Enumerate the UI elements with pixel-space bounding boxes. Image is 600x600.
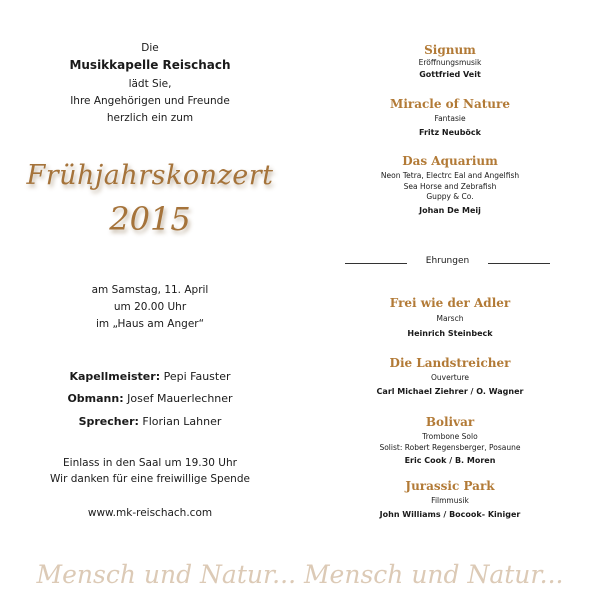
people-list [0,367,300,432]
program-item [300,153,600,217]
piece-description: Solist: Robert Regensberger, Posaune [379,442,521,452]
piece-description: Ouverture [430,373,470,382]
piece-composer: Heinrich Steinbeck [407,328,493,338]
piece-title: Das Aquarium [402,154,498,168]
person-name: Florian Lahner [142,415,222,428]
piece-composer: Eric Cook / B. Moren [404,456,496,465]
piece-description: Guppy & Co. [426,192,474,201]
donation-line: Wir danken für eine freiwillige Spende [50,473,250,485]
program-item [300,355,600,398]
piece-description: Neon Tetra, Electrc Eal and Angelfish [380,171,520,180]
divider-label: Ehrungen [425,256,470,266]
divider-line [488,263,550,264]
piece-description: Trombone Solo [422,432,478,441]
program-item [300,414,600,467]
invitation-line-guests: Ihre Angehörigen und Freunde [70,95,230,107]
piece-description: Filmmusik [431,496,469,505]
piece-composer: Gottfried Veit [419,69,481,79]
person-name: Pepi Fauster [163,370,231,383]
invitation-line-herzlich: herzlich ein zum [106,112,194,124]
person-name: Josef Mauerlechner [127,392,233,405]
piece-title: Bolivar [425,415,475,429]
program-item [300,478,600,521]
person-obmann [0,389,300,409]
role-label: Kapellmeister: [69,370,161,383]
event-venue: im „Haus am Anger“ [95,318,205,330]
event-date: am Samstag, 11. April [91,284,209,296]
piece-description: Eröffnungsmusik [418,58,482,67]
piece-description: Sea Horse and Zebrafish [403,181,497,191]
invitation-line-die: Die [141,42,159,54]
piece-title: Die Landstreicher [389,356,511,370]
program-item [300,295,600,340]
band-name: Musikkapelle Reischach [69,58,231,72]
concert-year: 2015 [109,200,191,238]
piece-title: Jurassic Park [405,479,495,493]
piece-title: Signum [424,43,476,57]
website-link[interactable]: www.mk-reischach.com [87,507,213,519]
piece-description: Fantasie [434,114,466,123]
piece-composer: Johan De Meij [419,205,481,215]
piece-title: Miracle of Nature [390,97,510,111]
event-time: um 20.00 Uhr [113,301,187,313]
section-divider [345,256,550,270]
person-kapellmeister [0,367,300,387]
piece-composer: Carl Michael Ziehrer / O. Wagner [376,386,524,396]
concert-title: Frühjahrskonzert [26,160,274,191]
invitation-line-laedt: lädt Sie, [128,78,172,90]
role-label: Obmann: [67,392,124,405]
piece-title: Frei wie der Adler [389,296,511,310]
program-item [300,42,600,81]
role-label: Sprecher: [78,415,139,428]
person-sprecher [0,412,300,432]
motto-footer: Mensch und Natur... Mensch und Natur... [36,560,564,589]
piece-description: Marsch [436,314,464,323]
piece-composer: John Williams / Bocook- Kiniger [379,509,521,519]
piece-composer: Fritz Neuböck [418,127,481,137]
admission-line: Einlass in den Saal um 19.30 Uhr [63,457,237,469]
program-item [300,96,600,139]
